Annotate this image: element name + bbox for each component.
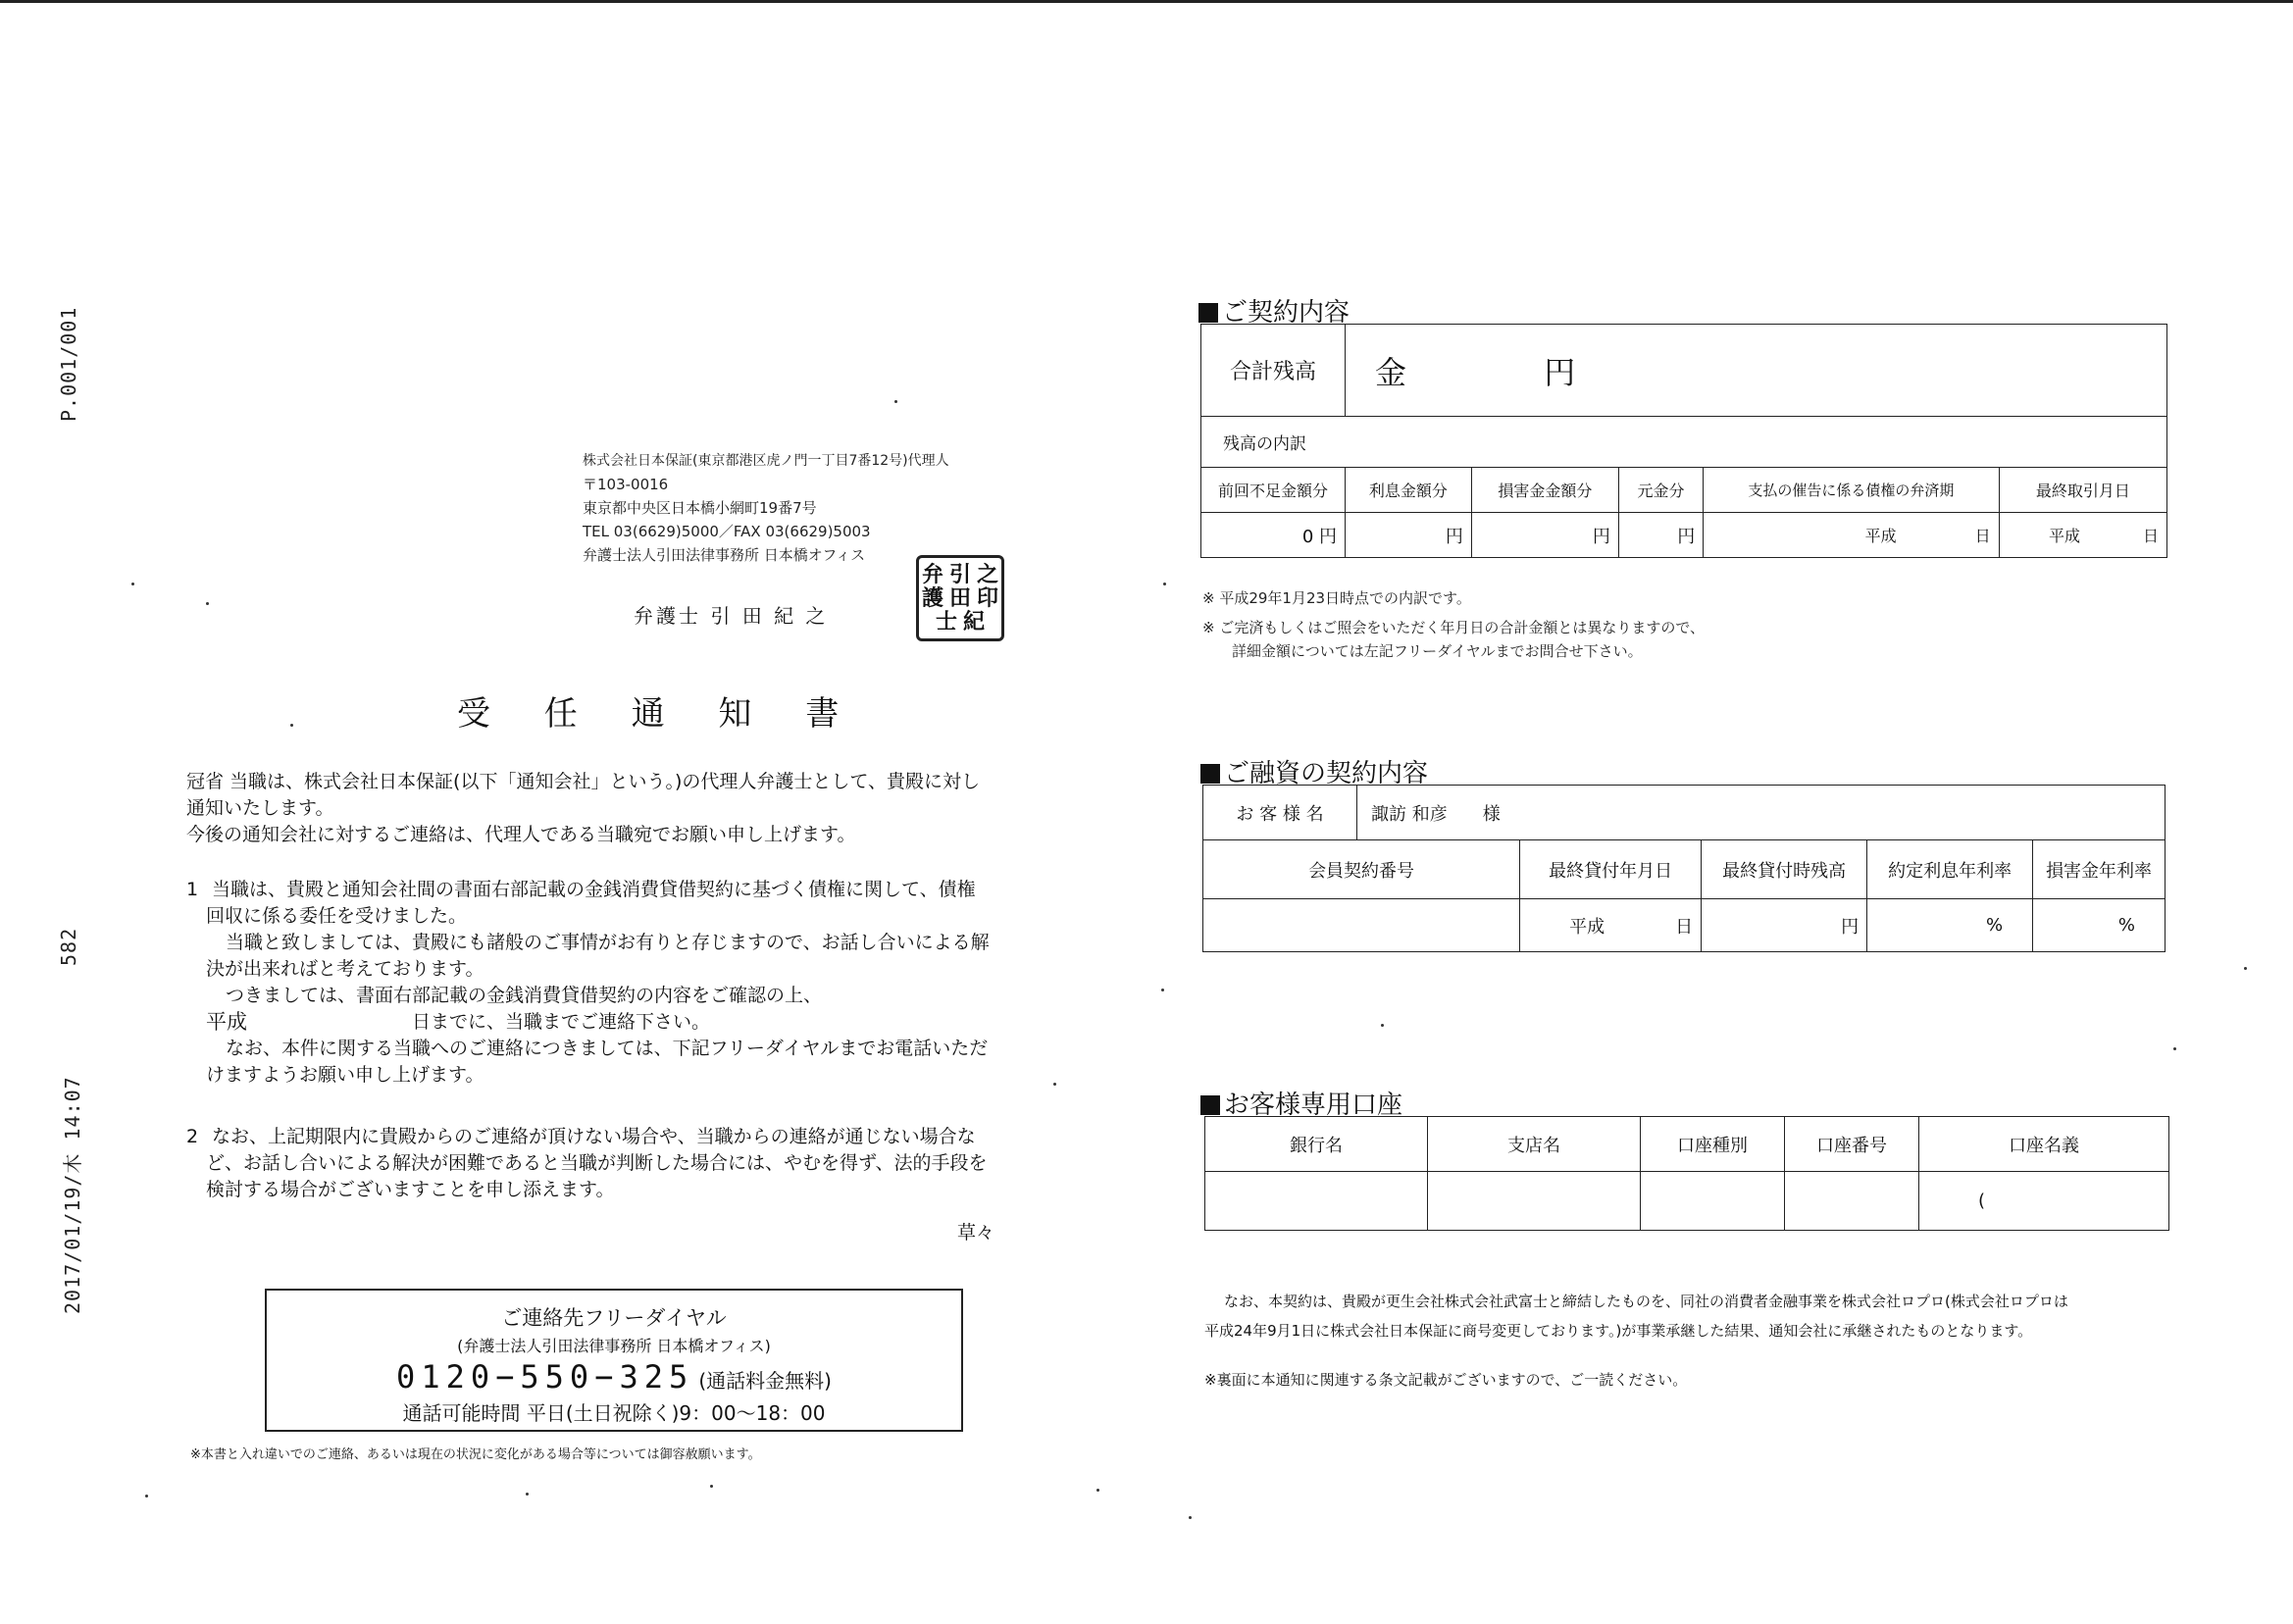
lawyer-name: 弁護士 引 田 紀 之 [634,604,829,628]
contract-title-text: ご契約内容 [1222,298,1350,328]
contract-value: 平成 日 [1999,513,2166,558]
scan-speck [710,1485,713,1488]
account-title-text: お客様専用口座 [1224,1091,1403,1120]
sender-block [583,449,1014,567]
item-2-number: 2 [186,1126,199,1147]
contract-notes [1202,586,1705,663]
contract-header: 利息金額分 [1346,468,1472,513]
contract-header: 損害金金額分 [1471,468,1618,513]
item-1-line-5: つきましては、書面右部記載の金銭消費貸借契約の内容をご確認の上、 [226,985,823,1006]
scan-speck [206,602,209,605]
contact-phone[interactable]: 0120−550−325 [396,1358,694,1396]
item-1-line-4: 決が出来ればと考えております。 [206,958,484,980]
account-value: ( [1919,1172,2169,1231]
loan-value: 円 [1702,899,1867,952]
item-1-line-1: 当職は、貴殿と通知会社間の書面右部記載の金銭消費貸借契約に基づく債権に関して、債権 [212,879,976,900]
scan-speck [894,400,897,403]
scan-speck [1096,1489,1099,1492]
lawyer-seal: 弁 引 之 護 田 印 士 紀 [916,555,1004,641]
left-footnote: ※本書と入れ違いでのご連絡、あるいは現在の状況に変化がある場合等については御容赦願います。 [190,1447,761,1462]
contract-value: 円 [1471,513,1618,558]
scan-speck [1161,989,1164,991]
contract-header: 最終取引月日 [1999,468,2166,513]
contract-header: 前回不足金額分 [1201,468,1346,513]
breakdown-label: 残高の内訳 [1201,417,2167,468]
contract-note-3: 詳細金額については左記フリーダイヤルまでお問合せ下さい。 [1232,642,1643,660]
loan-header: 最終貸付時残高 [1702,840,1867,899]
body-item-1 [186,877,1010,1089]
square-bullet-icon [1198,303,1218,323]
item-1-line-3: 当職と致しましては、貴殿にも諸般のご事情がお有りと存じますので、お話し合いによる解 [226,932,990,953]
scan-speck [145,1495,148,1497]
item-1-line-8: けますようお願い申し上げます。 [206,1064,484,1086]
scan-speck [1381,1024,1384,1027]
loan-title-text: ご融資の契約内容 [1224,759,1429,788]
contract-value: 円 [1618,513,1703,558]
account-header: 銀行名 [1205,1117,1428,1172]
loan-header: 約定利息年利率 [1867,840,2033,899]
account-header: 口座番号 [1785,1117,1919,1172]
item-2-line-1: なお、上記期限内に貴殿からのご連絡が頂けない場合や、当職からの連絡が通じない場合な [212,1126,976,1147]
contract-note-2: ※ ご完済もしくはご照会をいただく年月日の合計金額とは異なりますので、 [1202,619,1706,636]
scan-speck [1189,1516,1192,1519]
scan-edge [0,0,2293,3]
item-1-line-7: なお、本件に関する当職へのご連絡につきましては、下記フリーダイヤルまでお電話いただ [226,1038,989,1059]
item-1-line-2: 回収に係る委任を受けました。 [206,905,468,927]
intro-line-1: 冠省 当職は、株式会社日本保証(以下「通知会社」という。)の代理人弁護士として、貴殿に対し [186,771,980,792]
account-header: 支店名 [1428,1117,1641,1172]
account-value [1205,1172,1428,1231]
contact-box [265,1289,963,1432]
scan-speck [2173,1047,2176,1050]
contract-value: 0 円 [1201,513,1346,558]
account-header: 口座名義 [1919,1117,2169,1172]
sender-postal: 〒103-0016 [583,476,669,493]
intro-line-3: 今後の通知会社に対するご連絡は、代理人である当職宛でお願い申し上げます。 [186,824,856,845]
account-header: 口座種別 [1641,1117,1785,1172]
deadline-text: 日までに、当職までご連絡下さい。 [412,1011,711,1033]
sender-tel: TEL 03(6629)5000／FAX 03(6629)5003 [583,523,871,540]
contract-header: 元金分 [1618,468,1703,513]
contract-note-1: ※ 平成29年1月23日時点での内訳です。 [1202,589,1471,607]
sender-office: 弁護士法人引田法律事務所 日本橋オフィス [583,546,866,564]
scan-speck [131,583,134,585]
scan-speck [2244,967,2247,970]
account-value [1785,1172,1919,1231]
loan-value: % [2033,899,2166,952]
footer-para-1-line-1: なお、本契約は、貴殿が更生会社株式会社武富士と締結したものを、同社の消費者金融事業を株式会社ロプロ(株式会社ロプロは [1224,1293,2068,1310]
contact-title: ご連絡先フリーダイヤル [501,1306,727,1330]
total-prefix: 金 [1375,353,1407,391]
loan-value: % [1867,899,2033,952]
total-suffix: 円 [1544,353,1576,391]
deadline-era: 平成 [206,1010,247,1034]
contact-phone-note: (通話料金無料) [698,1369,832,1393]
loan-value [1203,899,1520,952]
scan-speck [1053,1083,1056,1086]
account-value [1641,1172,1785,1231]
footer-para-1-line-2: 平成24年9月1日に株式会社日本保証に商号変更しております。)が事業承継した結果、通知会社に承継されたものとなります。 [1204,1322,2033,1340]
customer-label: お 客 様 名 [1203,786,1357,840]
body-item-2 [186,1124,1010,1203]
scan-speck [290,724,293,727]
loan-value: 平成 日 [1520,899,1702,952]
body-intro [186,769,1000,848]
loan-table [1202,785,2166,952]
square-bullet-icon [1200,764,1220,784]
contract-table [1200,324,2167,558]
scan-speck [526,1493,529,1496]
contract-header: 支払の催告に係る債権の弁済期 [1704,468,1999,513]
square-bullet-icon [1200,1095,1220,1115]
contact-office: (弁護士法人引田法律事務所 日本橋オフィス) [457,1337,771,1355]
total-label: 合計残高 [1201,325,1346,417]
contract-value: 平成 日 [1704,513,1999,558]
account-value [1428,1172,1641,1231]
customer-name: 諏訪 和彦 様 [1357,786,2166,840]
item-2-line-3: 検討する場合がございますことを申し添えます。 [206,1179,615,1200]
item-2-line-2: ど、お話し合いによる解決が困難であると当職が判断した場合には、やむを得ず、法的手段を [206,1152,988,1174]
right-footer [1204,1287,2195,1395]
total-value [1346,325,2167,417]
fax-datetime: 2017/01/19/木 14:07 [61,1076,84,1314]
footer-para-2: ※裏面に本通知に関連する条文記載がございますので、ご一読ください。 [1204,1371,1688,1389]
document-title: 受 任 通 知 書 [457,694,861,734]
fax-number: 582 [57,927,80,966]
loan-header: 損害金年利率 [2033,840,2166,899]
scan-speck [1163,583,1166,585]
fax-page-number: P.001/001 [57,306,80,422]
item-1-number: 1 [186,879,199,900]
intro-line-2: 通知いたします。 [186,797,334,819]
sender-line1: 株式会社日本保証(東京都港区虎ノ門一丁目7番12号)代理人 [583,453,949,469]
closing-word: 草々 [957,1222,995,1243]
sender-address: 東京都中央区日本橋小網町19番7号 [583,499,817,517]
contact-hours: 通話可能時間 平日(土日祝除く)9：00〜18：00 [402,1401,826,1425]
loan-header: 最終貸付年月日 [1520,840,1702,899]
account-table [1204,1116,2169,1231]
loan-header: 会員契約番号 [1203,840,1520,899]
contract-value: 円 [1346,513,1472,558]
